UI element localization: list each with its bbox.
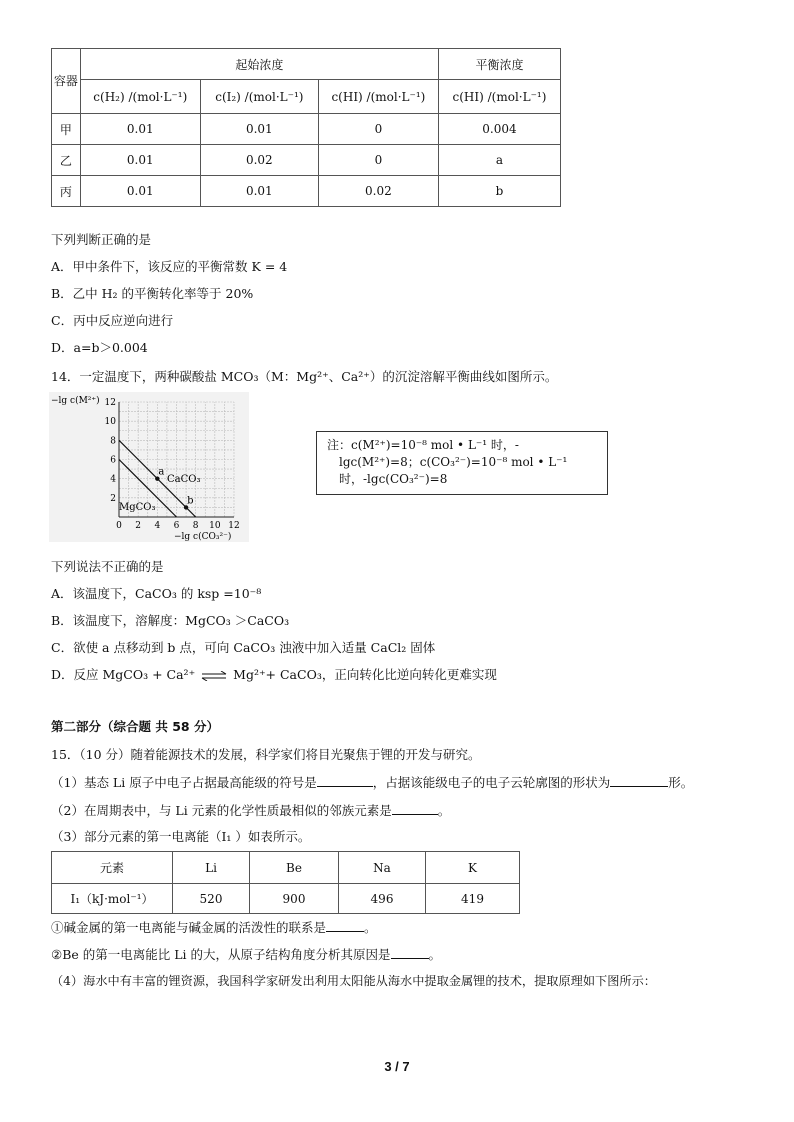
note-line-1: 注：c(M²⁺)=10⁻⁸ mol • L⁻¹ 时，- (327, 438, 519, 452)
q15-1 (51, 773, 693, 791)
cell-h2: 0.01 (80, 114, 200, 145)
ie-value-li: 520 (173, 884, 250, 914)
chart-note (316, 431, 608, 495)
note-line-3: 时，-lgc(CO₃²⁻)=8 (339, 472, 448, 486)
cell-hi: 0 (318, 145, 438, 176)
x-tick-label: 10 (209, 521, 221, 531)
table-row (52, 884, 520, 914)
ie-header-be: Be (250, 852, 339, 884)
q13-stem: 下列判断正确的是 (51, 232, 152, 247)
cell-i2: 0.01 (200, 176, 318, 207)
cell-h2: 0.01 (80, 145, 200, 176)
solubility-chart (49, 392, 249, 542)
q13-option-c: C．丙中反应逆向进行 (51, 313, 174, 328)
ie-header-k: K (426, 852, 520, 884)
q14-sub-stem: 下列说法不正确的是 (51, 559, 164, 574)
q15-2-text-b: 。 (437, 803, 451, 818)
q13-option-b: B．乙中 H₂ 的平衡转化率等于 20% (51, 286, 254, 301)
cell-hi: 0.02 (318, 176, 438, 207)
table-row (52, 114, 561, 145)
y-tick-label: 4 (110, 474, 116, 485)
series-label-caco3: CaCO₃ (167, 474, 201, 485)
q15-3: （3）部分元素的第一电离能（I₁ ）如表所示。 (51, 829, 311, 844)
cell-h2: 0.01 (80, 176, 200, 207)
series-label-mgco3: MgCO₃ (119, 502, 156, 513)
q14-option-d (51, 665, 497, 683)
answer-blank[interactable] (610, 774, 668, 787)
cell-i2: 0.01 (200, 114, 318, 145)
table-row (52, 145, 561, 176)
cell-i2: 0.02 (200, 145, 318, 176)
q15-4: （4）海水中有丰富的锂资源，我国科学家研发出利用太阳能从海水中提取金属锂的技术，提取原理如下图所示： (51, 974, 656, 988)
q14-option-d-right: Mg²⁺+ CaCO₃，正向转化比逆向转化更难实现 (233, 667, 497, 682)
y-axis-label: −lg c(M²⁺) (51, 396, 100, 406)
point-label-b: b (187, 495, 194, 507)
page-number: 3 / 7 (384, 1059, 410, 1074)
q15-3-1-text-a: ①碱金属的第一电离能与碱金属的活泼性的联系是 (51, 920, 327, 935)
q13-option-d: D．a=b＞0.004 (51, 340, 148, 355)
cell-eq: a (438, 145, 560, 176)
part2-heading: 第二部分（综合题 共 58 分） (51, 719, 219, 734)
ie-value-k: 419 (426, 884, 520, 914)
x-tick-label: 0 (116, 521, 122, 531)
x-tick-label: 4 (154, 521, 161, 531)
equilibrium-arrow-icon (201, 671, 227, 681)
col-hi: c(HI) /(mol·L⁻¹) (318, 80, 438, 114)
q15-3-2 (51, 945, 441, 963)
y-tick-label: 8 (110, 436, 116, 447)
y-tick-label: 10 (104, 417, 116, 428)
ie-header-element: 元素 (52, 852, 173, 884)
equilibrium-concentration-header: 平衡浓度 (438, 49, 560, 80)
q15-stem: 15．（10 分）随着能源技术的发展，科学家们将目光聚焦于锂的开发与研究。 (51, 747, 481, 762)
container-header: 容器 (52, 49, 81, 114)
q15-1-text-a: （1）基态 Li 原子中电子占据最高能级的符号是 (51, 775, 317, 790)
x-axis-label: −lg c(CO₃²⁻) (174, 532, 232, 542)
col-i2: c(I₂) /(mol·L⁻¹) (200, 80, 318, 114)
row-name: 甲 (52, 114, 81, 145)
ionization-energy-table (51, 851, 520, 914)
q14-option-d-left: D．反应 MgCO₃ + Ca²⁺ (51, 667, 196, 682)
table-row (52, 176, 561, 207)
q15-2 (51, 801, 450, 819)
ie-value-na: 496 (339, 884, 426, 914)
ie-header-li: Li (173, 852, 250, 884)
q15-3-2-text-b: 。 (428, 947, 442, 962)
x-tick-label: 2 (135, 521, 142, 531)
initial-concentration-header: 起始浓度 (80, 49, 438, 80)
x-tick-label: 6 (173, 521, 180, 531)
q14-option-b: B．该温度下，溶解度：MgCO₃ ＞CaCO₃ (51, 613, 290, 628)
answer-blank[interactable] (326, 919, 364, 932)
y-tick-label: 6 (110, 455, 116, 466)
ie-header-na: Na (339, 852, 426, 884)
row-name: 丙 (52, 176, 81, 207)
point-label-a: a (158, 466, 165, 478)
answer-blank[interactable] (317, 774, 373, 787)
answer-blank[interactable] (391, 946, 429, 959)
q14-option-a: A．该温度下，CaCO₃ 的 ksp =10⁻⁸ (51, 586, 262, 601)
q15-1-text-b: ，占据该能级电子的电子云轮廓图的形状为 (372, 775, 611, 790)
cell-eq: b (438, 176, 560, 207)
y-tick-label: 2 (110, 493, 116, 504)
q15-1-text-c: 形。 (668, 775, 694, 790)
q15-3-2-text-a: ②Be 的第一电离能比 Li 的大，从原子结构角度分析其原因是 (51, 947, 391, 962)
equilibrium-table (51, 48, 561, 207)
q14-option-c: C．欲使 a 点移动到 b 点，可向 CaCO₃ 浊液中加入适量 CaCl₂ 固体 (51, 640, 436, 655)
q15-2-text-a: （2）在周期表中，与 Li 元素的化学性质最相似的邻族元素是 (51, 803, 392, 818)
row-name: 乙 (52, 145, 81, 176)
col-h2: c(H₂) /(mol·L⁻¹) (80, 80, 200, 114)
q15-3-1 (51, 918, 377, 936)
q13-option-a: A．甲中条件下，该反应的平衡常数 K = 4 (51, 259, 288, 274)
q14-stem: 14．一定温度下，两种碳酸盐 MCO₃（M：Mg²⁺、Ca²⁺）的沉淀溶解平衡曲线如图所示。 (51, 369, 558, 384)
cell-hi: 0 (318, 114, 438, 145)
ie-value-be: 900 (250, 884, 339, 914)
note-line-2: lgc(M²⁺)=8；c(CO₃²⁻)=10⁻⁸ mol • L⁻¹ (339, 455, 568, 469)
cell-eq: 0.004 (438, 114, 560, 145)
chart-background (49, 392, 249, 542)
y-tick-label: 12 (104, 398, 116, 408)
x-tick-label: 8 (192, 521, 199, 531)
col-hi-eq: c(HI) /(mol·L⁻¹) (438, 80, 560, 114)
q15-3-1-text-b: 。 (364, 920, 377, 935)
x-tick-label: 12 (228, 521, 240, 531)
answer-blank[interactable] (392, 802, 438, 815)
ie-row-label: I₁（kJ·mol⁻¹） (52, 884, 173, 914)
